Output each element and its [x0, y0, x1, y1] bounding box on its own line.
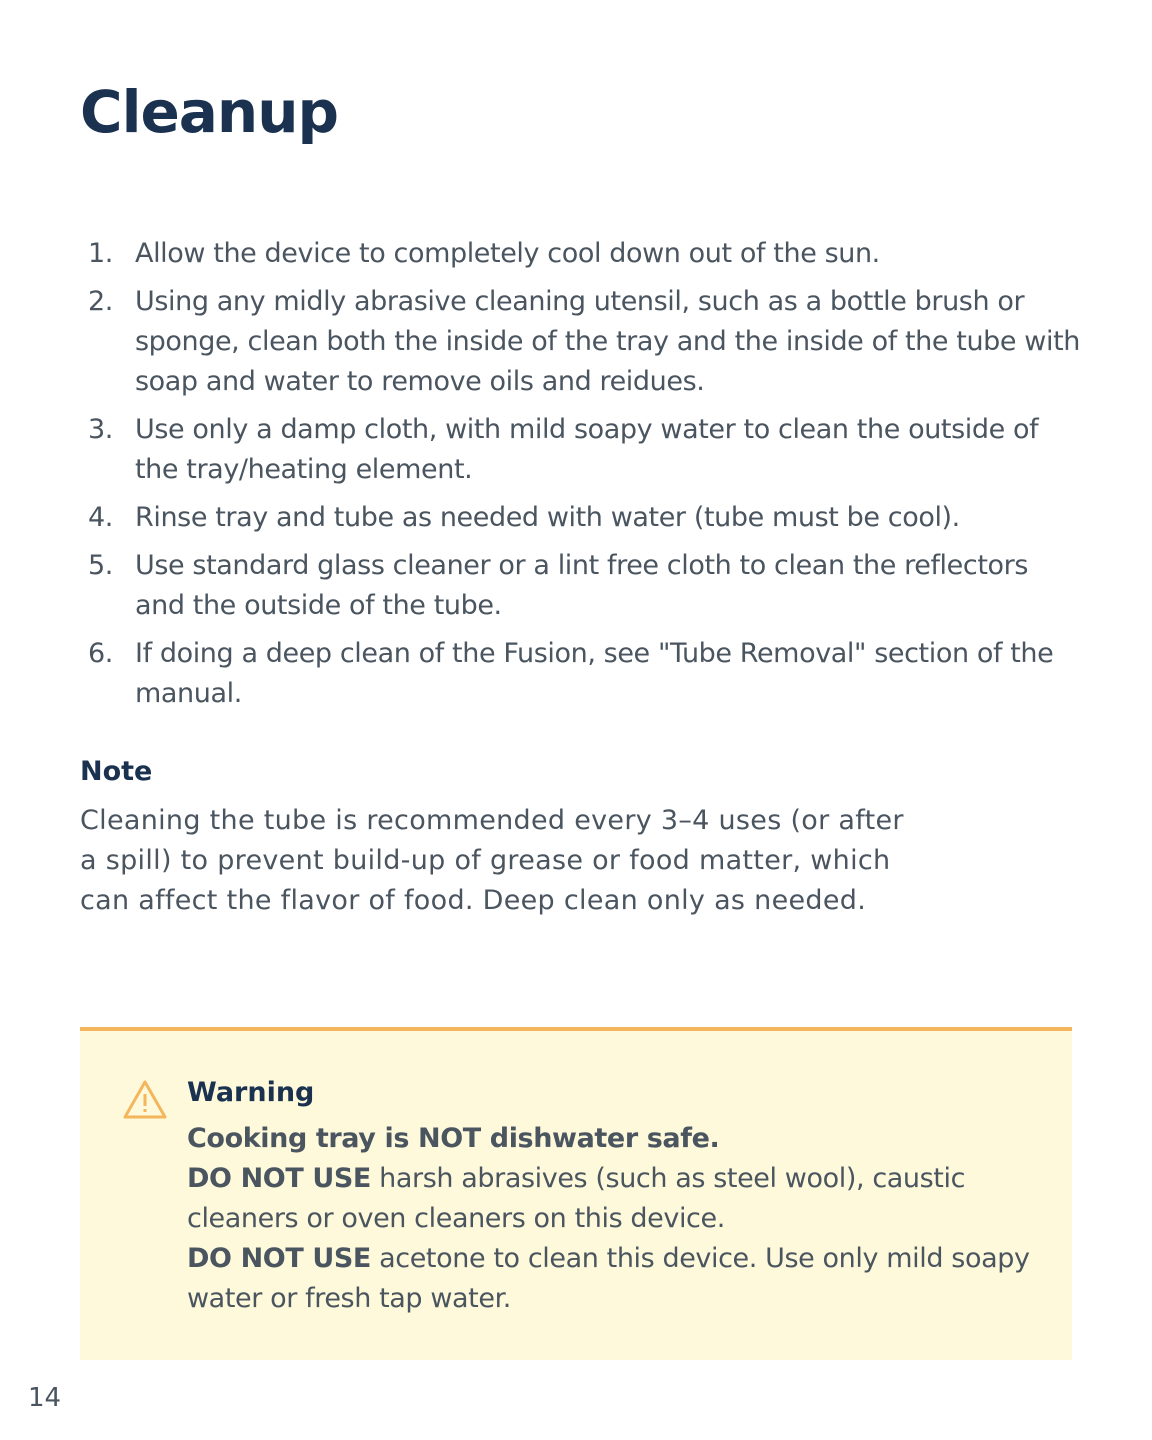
list-item [80, 634, 1080, 714]
step-number: 1. [88, 238, 113, 269]
step-text: If doing a deep clean of the Fusion, see "Tube Removal" section of the manual. [135, 638, 1054, 709]
warning-emphasis: DO NOT USE [187, 1243, 371, 1274]
step-text: Using any midly abrasive cleaning utensil, such as a bottle brush or sponge, clean both the inside of the tray and the inside of the tube with soap and water to remove oils and reidues. [135, 286, 1080, 397]
step-number: 5. [88, 550, 113, 581]
list-item [80, 234, 1080, 274]
cleanup-steps-list [80, 234, 1080, 722]
list-item [80, 410, 1080, 490]
list-item [80, 546, 1080, 626]
warning-heading: Warning [187, 1077, 315, 1108]
warning-line-text: acetone to clean this device. Use only mild soapy water or fresh tap water. [187, 1243, 1030, 1314]
page-number: 14 [28, 1383, 62, 1413]
warning-content [187, 1073, 1037, 1319]
step-number: 3. [88, 414, 113, 445]
step-text: Rinse tray and tube as needed with water (tube must be cool). [135, 502, 960, 533]
warning-callout [80, 1027, 1072, 1360]
step-number: 4. [88, 502, 113, 533]
step-text: Use only a damp cloth, with mild soapy water to clean the outside of the tray/heating element. [135, 414, 1039, 485]
note-heading: Note [80, 756, 153, 787]
list-item [80, 498, 1080, 538]
step-number: 6. [88, 638, 113, 669]
warning-line-dishwasher: Cooking tray is NOT dishwater safe. [187, 1123, 720, 1154]
warning-line-text: harsh abrasives (such as steel wool), caustic cleaners or oven cleaners on this device. [187, 1163, 966, 1234]
list-item [80, 282, 1080, 402]
warning-line-abrasives [187, 1159, 1037, 1239]
warning-emphasis: DO NOT USE [187, 1163, 371, 1194]
warning-triangle-icon [122, 1079, 168, 1121]
step-text: Allow the device to completely cool down out of the sun. [135, 238, 880, 269]
step-text: Use standard glass cleaner or a lint free cloth to clean the reflectors and the outside of the tube. [135, 550, 1028, 621]
step-number: 2. [88, 286, 113, 317]
note-body: Cleaning the tube is recommended every 3–4 uses (or after a spill) to prevent build-up of grease or food matter, which can affect the flavor of food. Deep clean only as needed. [80, 805, 904, 916]
warning-line-acetone [187, 1239, 1037, 1319]
page-title: Cleanup [80, 78, 339, 146]
